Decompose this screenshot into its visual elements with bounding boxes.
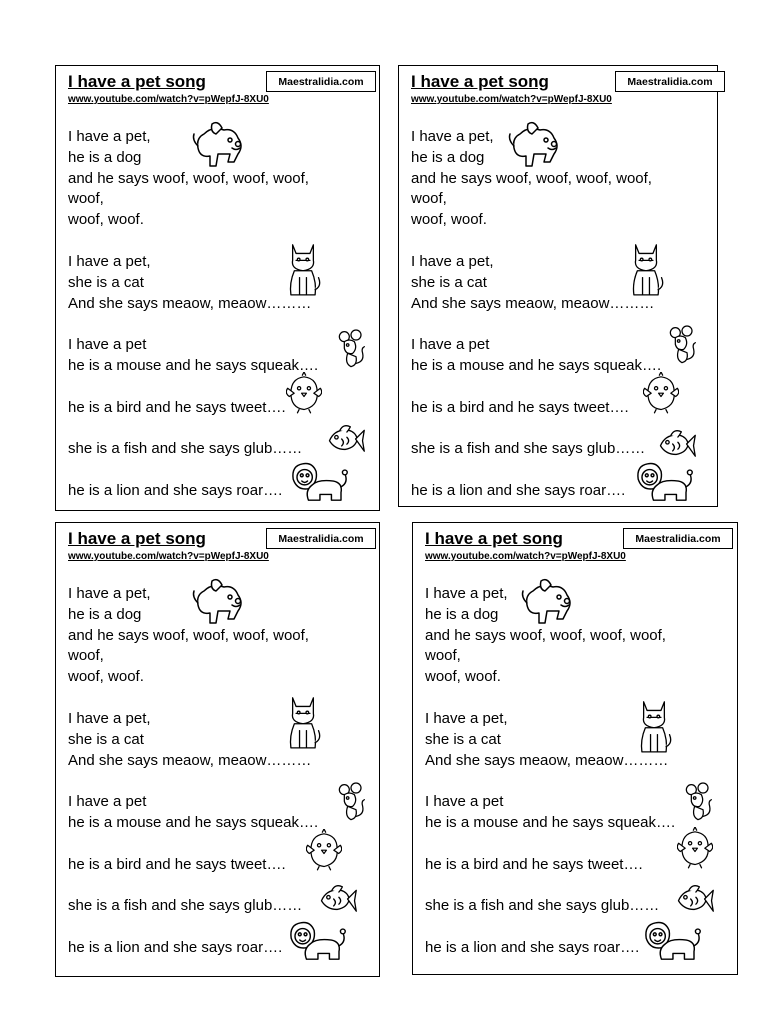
lyric-line-6: I have a pet, [425,710,508,727]
lyric-line-10: he is a mouse and he says squeak…. [68,814,319,831]
card-url: www.youtube.com/watch?v=pWepfJ-8XU0 [411,94,612,105]
lyric-line-9: I have a pet [68,336,147,353]
cat-icon [284,689,322,755]
song-card-bottom-right [412,522,738,975]
lyric-line-9: I have a pet [411,336,490,353]
lyric-line-11: he is a bird and he says tweet…. [411,399,629,416]
lyric-line-1: I have a pet, [425,585,508,602]
brand-label: Maestralidia.com [266,528,376,549]
lyric-line-8: And she says meaow, meaow……… [411,295,655,312]
lyric-line-5: woof, woof. [68,211,144,228]
lyric-line-4: woof, [68,647,104,664]
bird-icon [306,829,342,873]
lyric-line-11: he is a bird and he says tweet…. [68,856,286,873]
lyric-line-2: he is a dog [411,149,485,166]
lyric-line-6: I have a pet, [68,253,151,270]
lyric-line-3: and he says woof, woof, woof, woof, [425,627,666,644]
lyric-line-8: And she says meaow, meaow……… [68,295,312,312]
lyric-line-10: he is a mouse and he says squeak…. [68,357,319,374]
card-title: I have a pet song [425,529,563,548]
lyric-line-6: I have a pet, [68,710,151,727]
lyric-line-4: woof, [68,190,104,207]
dog-icon [188,575,248,631]
bird-icon [286,372,322,416]
lyric-line-1: I have a pet, [68,585,151,602]
lyric-line-11: he is a bird and he says tweet…. [425,856,643,873]
brand-label: Maestralidia.com [623,528,733,549]
lyric-line-1: I have a pet, [68,128,151,145]
mouse-icon [336,328,366,372]
lion-icon [633,460,695,504]
lyric-line-12: she is a fish and she says glub…… [68,897,303,914]
cat-icon [627,236,665,302]
dog-icon [517,575,577,631]
lyric-line-11: he is a bird and he says tweet…. [68,399,286,416]
fish-icon [326,421,366,457]
lyric-line-7: she is a cat [411,274,487,291]
lyric-line-2: he is a dog [68,149,142,166]
card-title: I have a pet song [411,72,549,91]
lyric-line-7: she is a cat [68,274,144,291]
lyric-line-13: he is a lion and she says roar…. [68,939,283,956]
lyric-line-3: and he says woof, woof, woof, woof, [68,627,309,644]
dog-icon [504,118,564,174]
lyric-line-1: I have a pet, [411,128,494,145]
fish-icon [318,881,358,917]
lyric-line-12: she is a fish and she says glub…… [411,440,646,457]
lyric-line-12: she is a fish and she says glub…… [425,897,660,914]
card-url: www.youtube.com/watch?v=pWepfJ-8XU0 [68,551,269,562]
lyric-line-2: he is a dog [425,606,499,623]
lion-icon [288,460,350,504]
lion-icon [641,919,703,963]
dog-icon [188,118,248,174]
lyric-line-9: I have a pet [68,793,147,810]
lyric-line-10: he is a mouse and he says squeak…. [411,357,662,374]
lyric-line-5: woof, woof. [411,211,487,228]
lyric-line-7: she is a cat [68,731,144,748]
song-card-top-left [55,65,380,511]
lyric-line-10: he is a mouse and he says squeak…. [425,814,676,831]
mouse-icon [683,781,713,825]
song-card-bottom-left [55,522,380,977]
lyric-line-9: I have a pet [425,793,504,810]
lyric-line-13: he is a lion and she says roar…. [425,939,640,956]
lyric-line-7: she is a cat [425,731,501,748]
lyric-line-13: he is a lion and she says roar…. [68,482,283,499]
lyric-line-5: woof, woof. [68,668,144,685]
brand-label: Maestralidia.com [266,71,376,92]
lyric-line-6: I have a pet, [411,253,494,270]
lyric-line-3: and he says woof, woof, woof, woof, [411,170,652,187]
lion-icon [286,919,348,963]
mouse-icon [667,324,697,368]
lyric-line-8: And she says meaow, meaow……… [425,752,669,769]
bird-icon [677,827,713,871]
lyric-line-5: woof, woof. [425,668,501,685]
lyric-line-8: And she says meaow, meaow……… [68,752,312,769]
card-url: www.youtube.com/watch?v=pWepfJ-8XU0 [425,551,626,562]
card-title: I have a pet song [68,529,206,548]
card-title: I have a pet song [68,72,206,91]
lyric-line-13: he is a lion and she says roar…. [411,482,626,499]
brand-label: Maestralidia.com [615,71,725,92]
lyric-line-12: she is a fish and she says glub…… [68,440,303,457]
lyric-line-2: he is a dog [68,606,142,623]
fish-icon [675,881,715,917]
lyric-line-4: woof, [411,190,447,207]
lyric-line-4: woof, [425,647,461,664]
fish-icon [657,426,697,462]
cat-icon [284,236,322,302]
lyric-line-3: and he says woof, woof, woof, woof, [68,170,309,187]
bird-icon [643,372,679,416]
card-url: www.youtube.com/watch?v=pWepfJ-8XU0 [68,94,269,105]
mouse-icon [336,781,366,825]
song-card-top-right [398,65,718,507]
cat-icon [635,693,673,759]
